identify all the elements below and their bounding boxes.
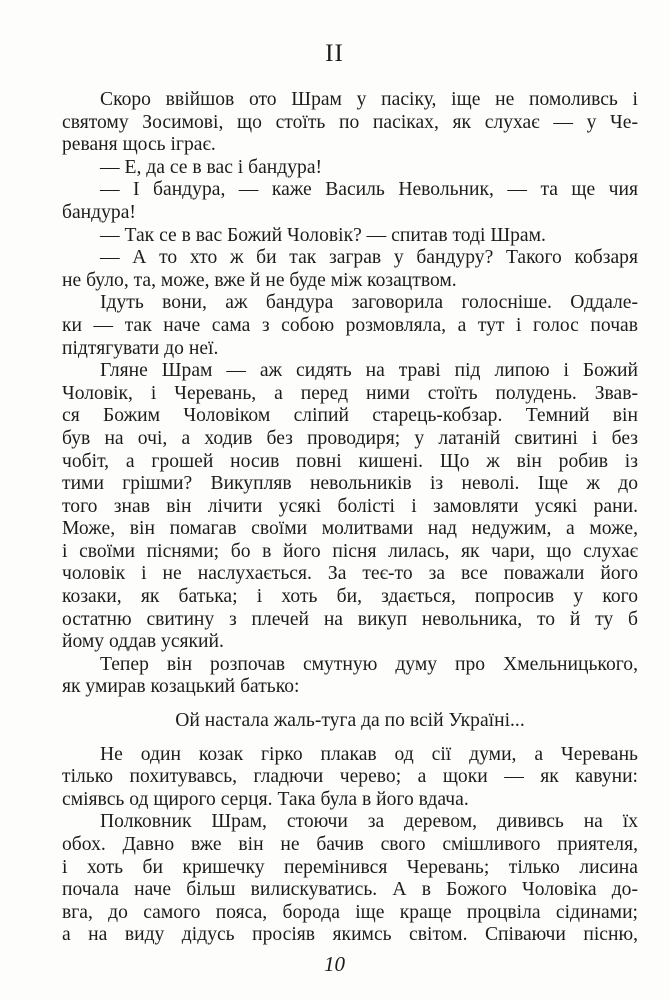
text-line: Тепер він розпочав смутную думу про Хмельницького, [100,653,638,675]
text-line: як умирав козацький батько: [62,676,300,698]
text-line: чоловік і не наслухається. За теє-то за все поважали його [62,563,638,585]
text-line: був на очі, а ходив без проводиря; у латаній свитині і без [62,427,638,449]
text-line: підтягувати до неї. [62,337,219,359]
text-line: не було, та, може, вже й не буде між козацтвом. [62,269,457,291]
text-line: ся Божим Чоловіком сліпий старець-кобзар. Темний він [62,405,638,427]
verse-line: Ой настала жаль-туга да по всій Україні... [175,710,525,732]
text-line: вга, до самого пояса, борода іще краще процвіла сідинами; [62,901,638,923]
text-line: бандура! [62,201,136,223]
text-line: — А то хто ж би так заграв у бандуру? Такого кобзаря [100,247,638,269]
text-line: — І бандура, — каже Василь Невольник, — та ще чия [100,179,638,201]
text-line: Чоловік, і Черевань, а перед ними стоїть полудень. Звав- [62,382,638,404]
text-line: Скоро ввійшов ото Шрам у пасіку, іще не помоливсь і [100,89,638,110]
text-line: — Е, да се в вас і бандура! [100,156,323,178]
page-number: 10 [324,952,345,976]
text-line: обох. Давно вже він не бачив свого смішливого приятеля, [62,834,638,855]
text-line: Гляне Шрам — аж сидять на траві під липою і Божий [100,360,638,382]
text-line: чобіт, а грошей носив повні кишені. Що ж він робив із [62,450,638,472]
text-line: а на виду дідусь просіяв якимсь світом. Співаючи пісню, [62,924,638,946]
chapter-title: II [325,40,344,67]
text-line: — Так се в вас Божий Чоловік? — спитав тоді Шрам. [100,224,546,246]
text-line: Ідуть вони, аж бандура заговорила голосніше. Оддале- [100,292,638,314]
text-line: почала наче більш вилискуватись. А в Божого Чоловіка до- [62,879,638,901]
text-line: тілько похитувавсь, гладючи черево; а щоки — як кавуни: [62,766,638,788]
body-text [62,89,638,947]
text-line: реваня щось іграє. [62,134,216,156]
text-line: Полковник Шрам, стоючи за деревом, дививсь на їх [100,811,638,833]
text-line: Не один козак гірко плакав од сії думи, а Черевань [100,743,638,765]
text-line: ки — так наче сама з собою розмовляла, а тут і голос почав [62,314,638,336]
text-line: святому Зосимові, що стоїть по пасіках, як слухає — у Че- [62,111,638,133]
text-line: і своїми піснями; бо в його пісня лилась, як чари, що слухає [62,540,638,562]
text-line: сміявсь од щирого серця. Така була в його вдача. [62,788,469,810]
text-line: козаки, як батька; і хоть би, здається, попросив у кого [62,586,638,608]
text-line: і хоть би кришечку перемінився Черевань; тілько лисина [62,856,638,878]
text-line: йому оддав усякий. [62,631,224,653]
text-line: остатню свитину з плечей на викуп невольника, то й ту б [62,608,638,630]
text-line: тими грішми? Викупляв невольників із неволі. Іще ж до [62,473,638,495]
text-line: того знав він лічити усякі болісті і замовляти усякі рани. [62,495,638,517]
text-line: Може, він помагав своїми молитвами над недужим, а може, [62,518,638,540]
